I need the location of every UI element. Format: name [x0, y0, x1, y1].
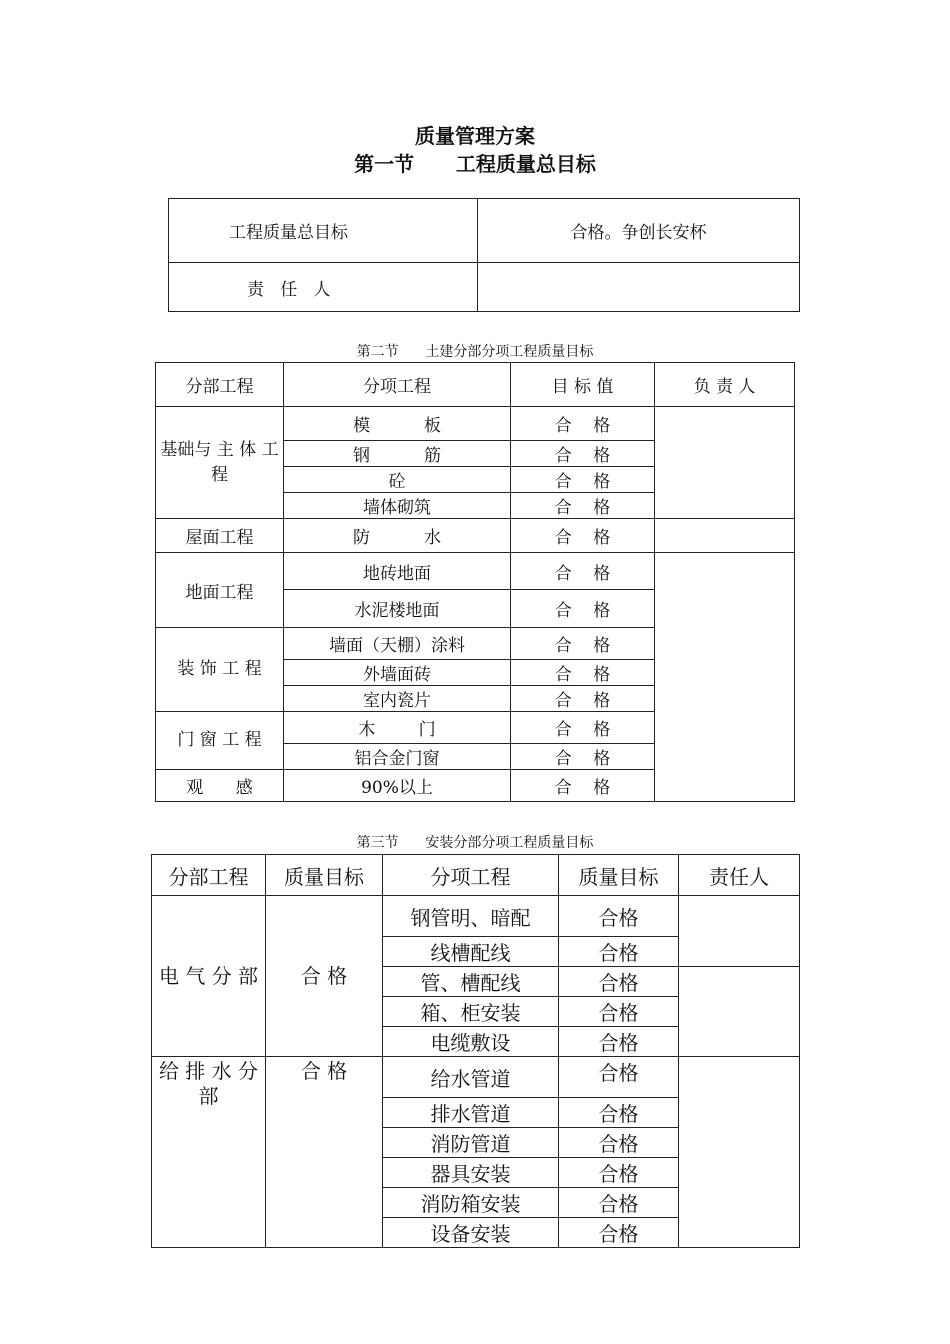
section-2-caption: 第二节 土建分部分项工程质量目标: [356, 344, 594, 360]
responsible-cell: [655, 553, 795, 802]
item-target: 合格: [559, 1218, 679, 1248]
item-target: 合格: [559, 896, 679, 937]
list-item: 木 门: [284, 712, 511, 744]
list-item: 室内瓷片: [284, 686, 511, 712]
responsible-cell: [679, 1057, 800, 1248]
group-roof: 屋面工程: [156, 519, 284, 553]
item-target: 合格: [559, 1057, 679, 1098]
list-item: 消防箱安装: [383, 1188, 559, 1218]
item-value: 合 格: [511, 493, 655, 519]
header-subitem: 分项工程: [383, 855, 559, 896]
header-responsible: 负 责 人: [655, 363, 795, 407]
list-item: 90%以上: [284, 770, 511, 802]
section-1-title: 第一节 工程质量总目标: [354, 152, 596, 176]
list-item: 线槽配线: [383, 937, 559, 967]
responsible-person-value: [478, 263, 800, 312]
list-item: 地砖地面: [284, 553, 511, 590]
item-value: 合 格: [511, 660, 655, 686]
header-subitem: 分项工程: [284, 363, 511, 407]
list-item: 模 板: [284, 407, 511, 441]
item-value: 合 格: [511, 770, 655, 802]
list-item: 排水管道: [383, 1098, 559, 1128]
list-item: 给水管道: [383, 1057, 559, 1098]
list-item: 防 水: [284, 519, 511, 553]
item-value: 合 格: [511, 407, 655, 441]
responsible-cell: [679, 967, 800, 1057]
item-target: 合格: [559, 1188, 679, 1218]
item-target: 合格: [559, 967, 679, 997]
item-target: 合格: [559, 937, 679, 967]
list-item: 水泥楼地面: [284, 590, 511, 628]
group-electrical-target: 合 格: [266, 896, 383, 1057]
overall-goal-table: [168, 198, 800, 312]
group-floor: 地面工程: [156, 553, 284, 628]
overall-goal-label: 工程质量总目标: [169, 199, 478, 263]
list-item: 消防管道: [383, 1128, 559, 1158]
item-target: 合格: [559, 1158, 679, 1188]
item-value: 合 格: [511, 744, 655, 770]
header-division: 分部工程: [152, 855, 266, 896]
header-division: 分部工程: [156, 363, 284, 407]
group-plumbing: 给 排 水 分 部: [152, 1057, 266, 1248]
list-item: 外墙面砖: [284, 660, 511, 686]
item-target: 合格: [559, 1098, 679, 1128]
list-item: 设备安装: [383, 1218, 559, 1248]
list-item: 管、槽配线: [383, 967, 559, 997]
item-value: 合 格: [511, 712, 655, 744]
item-target: 合格: [559, 997, 679, 1027]
header-target: 目 标 值: [511, 363, 655, 407]
item-value: 合 格: [511, 628, 655, 660]
overall-goal-value: 合格。争创长安杯: [478, 199, 800, 263]
item-value: 合 格: [511, 467, 655, 493]
item-target: 合格: [559, 1128, 679, 1158]
group-decoration: 装 饰 工 程: [156, 628, 284, 712]
installation-works-table: [151, 854, 800, 1248]
civil-works-table: [155, 362, 795, 802]
header-responsible: 责任人: [679, 855, 800, 896]
list-item: 器具安装: [383, 1158, 559, 1188]
responsible-cell: [655, 519, 795, 553]
responsible-cell: [655, 407, 795, 519]
list-item: 墙体砌筑: [284, 493, 511, 519]
item-value: 合 格: [511, 590, 655, 628]
list-item: 砼: [284, 467, 511, 493]
list-item: 墙面（天棚）涂料: [284, 628, 511, 660]
page-title: 质量管理方案: [415, 124, 535, 148]
item-value: 合 格: [511, 553, 655, 590]
item-value: 合 格: [511, 441, 655, 467]
list-item: 箱、柜安装: [383, 997, 559, 1027]
list-item: 电缆敷设: [383, 1027, 559, 1057]
group-plumbing-target: 合 格: [266, 1057, 383, 1248]
item-value: 合 格: [511, 686, 655, 712]
group-appearance: 观 感: [156, 770, 284, 802]
group-doors-windows: 门 窗 工 程: [156, 712, 284, 770]
list-item: 铝合金门窗: [284, 744, 511, 770]
item-target: 合格: [559, 1027, 679, 1057]
group-electrical: 电 气 分 部: [152, 896, 266, 1057]
item-value: 合 格: [511, 519, 655, 553]
responsible-cell: [679, 896, 800, 967]
group-foundation: 基础与 主 体 工 程: [156, 407, 284, 519]
responsible-person-label: 责 任 人: [169, 263, 478, 312]
header-division-target: 质量目标: [266, 855, 383, 896]
list-item: 钢管明、暗配: [383, 896, 559, 937]
list-item: 钢 筋: [284, 441, 511, 467]
section-3-caption: 第三节 安装分部分项工程质量目标: [356, 835, 594, 851]
header-subitem-target: 质量目标: [559, 855, 679, 896]
